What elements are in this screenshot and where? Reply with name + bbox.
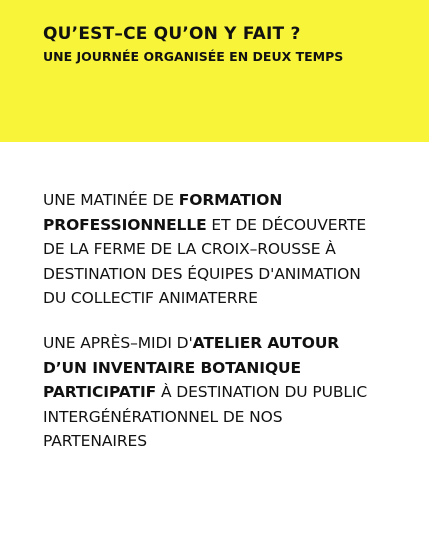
morning-text-strong: FORMATION PROFESSIONNELLE [43, 191, 283, 234]
morning-text-rest: ET DE DÉCOUVERTE DE LA FERME DE LA CROIX–ROUSSE À DESTINATION DES ÉQUIPES D'ANIMATION DU COLLECTIF ANIMATERRE [43, 215, 367, 307]
afternoon-text-lead: UNE APRÈS–MIDI D' [43, 334, 193, 352]
morning-text-lead: UNE MATINÉE DE [43, 191, 179, 209]
page-title: QU’EST–CE QU’ON Y FAIT ? [43, 24, 301, 44]
afternoon-description [43, 331, 388, 454]
morning-description [43, 188, 388, 311]
page-subtitle: UNE JOURNÉE ORGANISÉE EN DEUX TEMPS [43, 49, 344, 64]
afternoon-text-strong: ATELIER AUTOUR D’UN INVENTAIRE BOTANIQUE PARTICIPATIF [43, 334, 340, 401]
afternoon-text-rest: À DESTINATION DU PUBLIC INTERGÉNÉRATIONNEL DE NOS PARTENAIRES [43, 383, 368, 450]
header-banner [0, 0, 429, 142]
